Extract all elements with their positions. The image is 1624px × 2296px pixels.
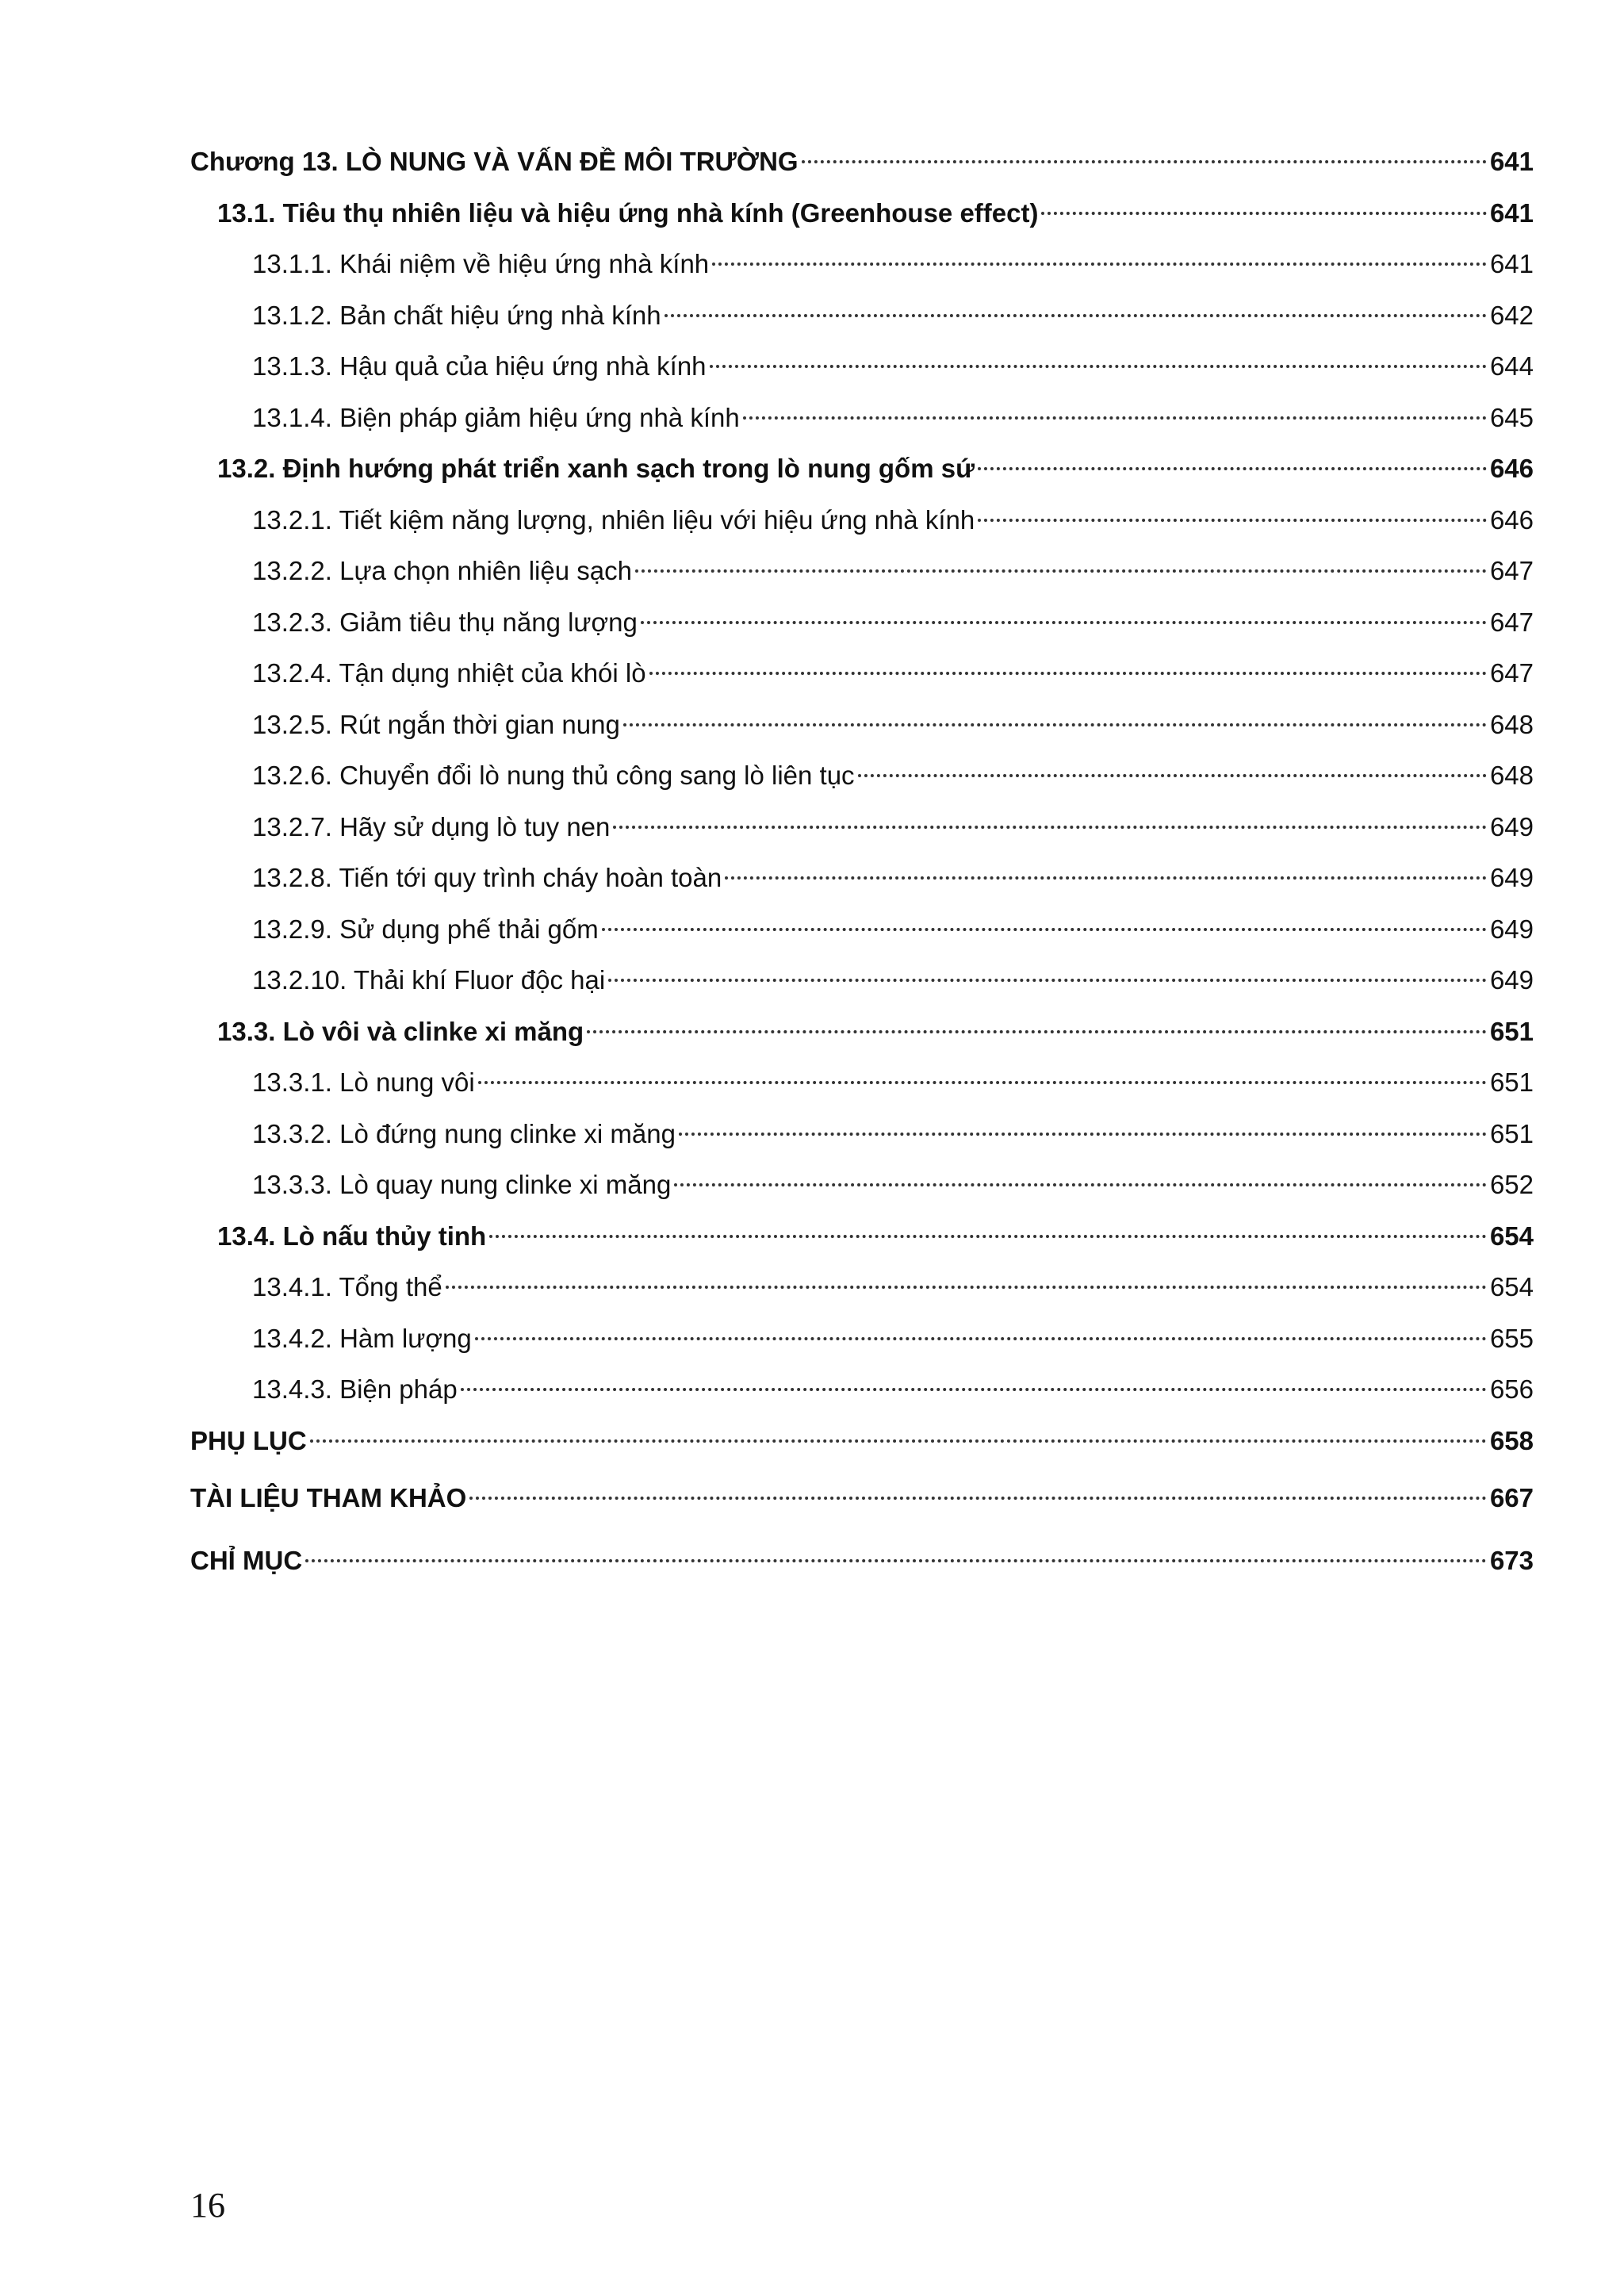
dot-leader [679,1133,1487,1136]
toc-entry-title: 13.2.1. Tiết kiệm năng lượng, nhiên liệu với hiệu ứng nhà kính [252,504,975,535]
toc-entry [190,1473,1534,1524]
toc-entry-title: 13.2.6. Chuyển đổi lò nung thủ công sang lò liên tục [252,761,855,790]
dot-leader [310,1439,1487,1443]
toc-entry-page: 648 [1489,761,1534,790]
toc-entry [190,393,1534,444]
toc-entry-page: 642 [1489,300,1534,330]
toc-entry [190,188,1534,240]
toc-entry [190,955,1534,1006]
toc-entry [190,597,1534,649]
toc-entry [190,546,1534,597]
toc-entry [190,290,1534,342]
toc-entry-page: 649 [1489,863,1534,892]
toc-entry-page: 644 [1489,351,1534,381]
toc-entry-page: 658 [1489,1425,1534,1455]
dot-leader [623,723,1487,726]
toc-entry [190,1159,1534,1211]
dot-leader [641,621,1487,624]
toc-entry [190,1535,1534,1587]
toc-entry-title: 13.3.2. Lò đứng nung clinke xi măng [252,1118,676,1148]
toc-entry-page: 649 [1489,811,1534,841]
toc-entry [190,802,1534,853]
toc-entry-page: 673 [1489,1545,1534,1575]
dot-leader [587,1030,1487,1033]
toc-entry-page: 647 [1489,658,1534,688]
toc-entry [190,341,1534,393]
toc-entry-title: 13.4.3. Biện pháp [252,1374,458,1404]
toc-entry-title: 13.2.4. Tận dụng nhiệt của khói lò [252,658,646,688]
page-number: 16 [190,2186,225,2225]
toc-entry-title: 13.1.2. Bản chất hiệu ứng nhà kính [252,300,661,330]
dot-leader [725,876,1487,880]
toc-entry-page: 645 [1489,402,1534,432]
toc-entry-title: PHỤ LỤC [190,1425,307,1455]
toc-entry [190,904,1534,956]
dot-leader [858,774,1487,777]
toc-entry-title: 13.2.3. Giảm tiêu thụ năng lượng [252,607,638,637]
toc-entry [190,1364,1534,1416]
toc-entry-title: Chương 13. LÒ NUNG VÀ VẤN ĐỀ MÔI TRƯỜNG [190,147,799,176]
toc-entry [190,700,1534,751]
toc-entry-title: TÀI LIỆU THAM KHẢO [190,1483,467,1512]
dot-leader [602,928,1487,931]
dot-leader [489,1235,1487,1238]
toc-entry-page: 651 [1489,1068,1534,1097]
toc-entry-title: 13.4. Lò nấu thủy tinh [217,1221,487,1251]
toc-entry-title: 13.2. Định hướng phát triển xanh sạch trong lò nung gốm sứ [217,454,975,483]
dot-leader [665,314,1487,317]
toc-entry-page: 647 [1489,607,1534,637]
dot-leader [635,569,1487,573]
toc-entry-page: 654 [1489,1221,1534,1251]
toc-entry-page: 656 [1489,1374,1534,1404]
toc-entry [190,1313,1534,1365]
table-of-contents [190,136,1534,1586]
toc-entry-title: 13.3.1. Lò nung vôi [252,1068,475,1097]
dot-leader [1041,212,1486,215]
dot-leader [305,1559,1487,1562]
toc-entry [190,495,1534,546]
dot-leader [743,416,1487,420]
dot-leader [446,1286,1487,1289]
toc-entry-page: 641 [1489,197,1534,228]
toc-entry-page: 667 [1489,1483,1534,1512]
toc-entry-title: 13.2.9. Sử dụng phế thải gốm [252,914,599,944]
dot-leader [710,365,1487,368]
toc-entry-page: 649 [1489,965,1534,995]
toc-entry-page: 641 [1489,249,1534,278]
toc-entry-title: 13.1.1. Khái niệm về hiệu ứng nhà kính [252,249,710,278]
dot-leader [674,1183,1487,1186]
toc-entry-title: CHỈ MỤC [190,1545,303,1575]
toc-entry-page: 655 [1489,1323,1534,1353]
toc-entry [190,239,1534,290]
toc-entry-page: 651 [1489,1016,1534,1046]
toc-entry [190,750,1534,802]
toc-entry-page: 646 [1489,504,1534,535]
toc-entry-title: 13.2.8. Tiến tới quy trình cháy hoàn toàn [252,863,722,892]
toc-entry [190,443,1534,495]
dot-leader [649,672,1487,675]
toc-entry [190,1057,1534,1109]
toc-entry [190,648,1534,700]
toc-entry-title: 13.1.4. Biện pháp giảm hiệu ứng nhà kính [252,402,740,432]
toc-entry-title: 13.1. Tiêu thụ nhiên liệu và hiệu ứng nhà kính (Greenhouse effect) [217,197,1039,228]
dot-leader [608,979,1487,982]
toc-entry [190,136,1534,188]
dot-leader [802,160,1487,163]
toc-entry-page: 649 [1489,914,1534,944]
toc-entry-title: 13.2.10. Thải khí Fluor độc hại [252,965,606,995]
dot-leader [978,467,1487,470]
toc-entry-page: 648 [1489,709,1534,739]
toc-entry-page: 646 [1489,454,1534,483]
toc-entry-page: 654 [1489,1272,1534,1301]
toc-entry-page: 641 [1489,147,1534,176]
toc-entry-title: 13.2.5. Rút ngắn thời gian nung [252,709,620,739]
dot-leader [978,519,1487,522]
dot-leader [475,1337,1487,1340]
toc-entry-title: 13.2.2. Lựa chọn nhiên liệu sạch [252,556,632,585]
dot-leader [469,1497,1487,1500]
toc-entry-page: 647 [1489,556,1534,585]
toc-entry [190,1109,1534,1160]
toc-entry-title: 13.3. Lò vôi và clinke xi măng [217,1016,584,1046]
dot-leader [461,1388,1487,1391]
dot-leader [613,826,1487,829]
toc-entry-title: 13.4.2. Hàm lượng [252,1323,472,1353]
toc-entry [190,1211,1534,1263]
toc-entry-title: 13.3.3. Lò quay nung clinke xi măng [252,1170,672,1199]
toc-entry-title: 13.1.3. Hậu quả của hiệu ứng nhà kính [252,351,707,381]
toc-entry-title: 13.4.1. Tổng thể [252,1272,442,1301]
toc-entry [190,853,1534,904]
toc-entry-page: 651 [1489,1118,1534,1148]
toc-entry [190,1416,1534,1467]
toc-entry [190,1262,1534,1313]
toc-entry [190,1006,1534,1058]
dot-leader [712,263,1487,266]
dot-leader [478,1081,1487,1084]
toc-entry-title: 13.2.7. Hãy sử dụng lò tuy nen [252,811,611,841]
toc-entry-page: 652 [1489,1170,1534,1199]
